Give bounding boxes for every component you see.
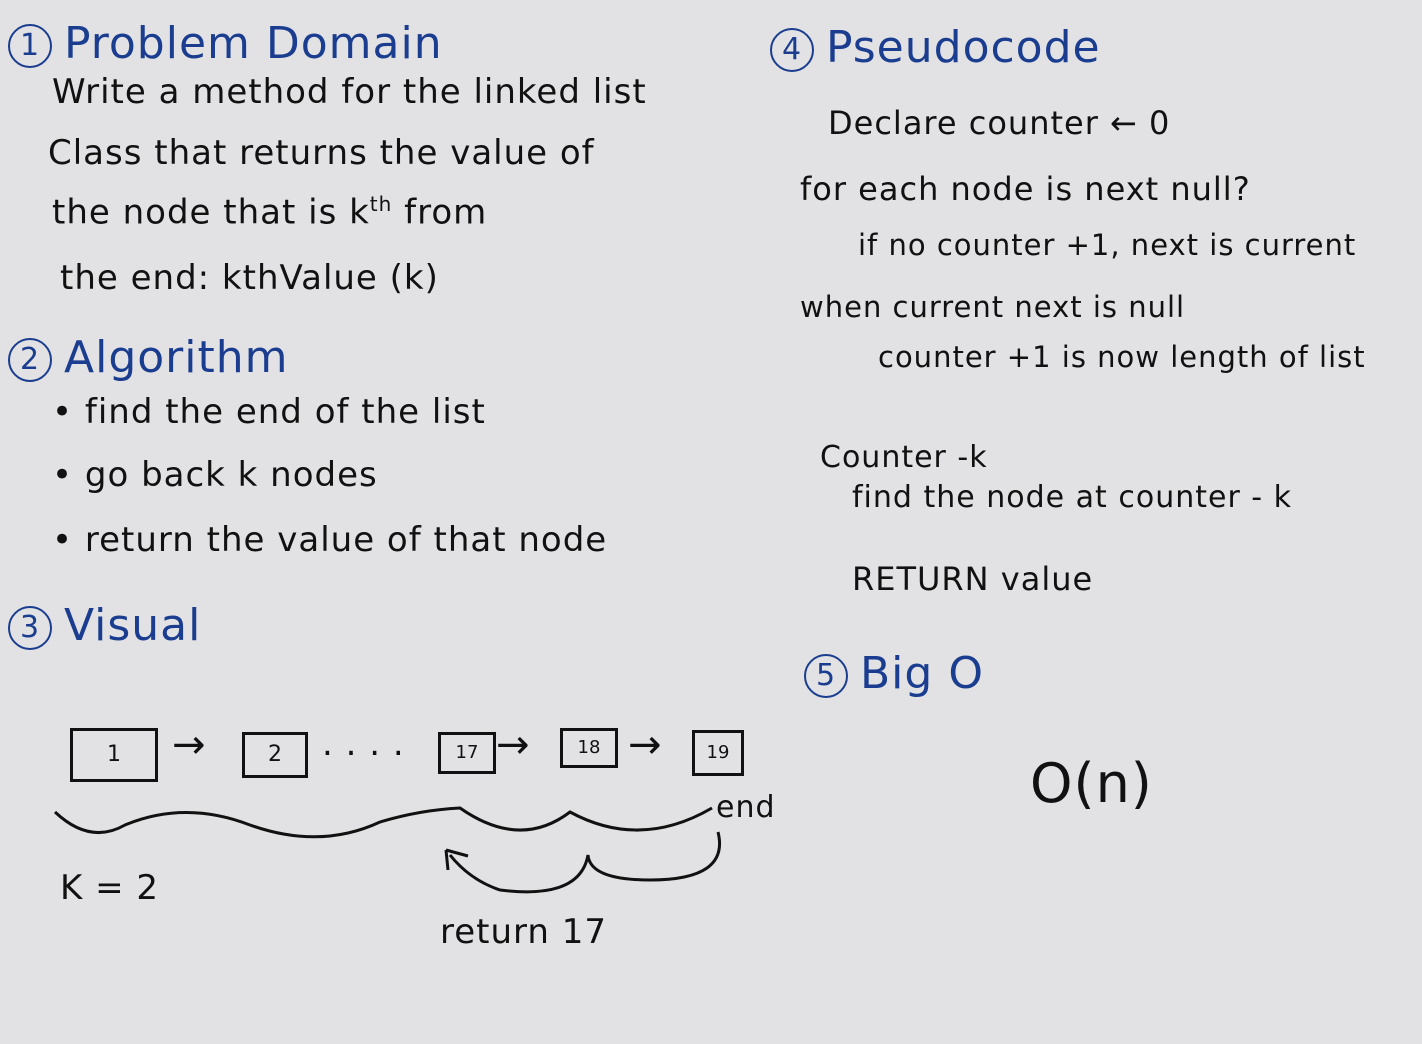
problem-line-2: Class that returns the value of [48, 133, 595, 173]
arrow-icon: → [496, 722, 530, 768]
list-node-19: 19 [692, 730, 744, 776]
list-node-17: 17 [438, 732, 496, 774]
arrow-icon: → [172, 722, 206, 768]
return-arrow-curve [450, 832, 720, 892]
return-arrow-head [446, 850, 468, 870]
k-label: K = 2 [60, 868, 160, 908]
problem-line-3: the node that is $k^{th}$ from [52, 192, 488, 233]
pseudo-line-3: if no counter +1, next is current [858, 228, 1357, 262]
pseudocode-heading [770, 22, 1101, 73]
algorithm-bullet-2: • go back k nodes [52, 455, 378, 495]
big-o-value: O(n) [1030, 752, 1153, 815]
section-title: Problem Domain [64, 18, 443, 69]
problem-line-1: Write a method for the linked list [52, 72, 647, 112]
list-node-2: 2 [242, 732, 308, 778]
problem-line-4: the end: kthValue (k) [60, 258, 439, 298]
return-label: return 17 [440, 912, 608, 952]
pseudo-line-6: Counter -k [820, 440, 988, 475]
section-number: 5 [804, 654, 848, 698]
from-word: from [404, 192, 488, 233]
section-title: Pseudocode [826, 22, 1101, 73]
section-title: Visual [64, 600, 202, 651]
list-node-1: 1 [70, 728, 158, 782]
brace-curve [55, 808, 712, 837]
pseudo-line-7: find the node at counter - k [852, 480, 1293, 515]
ellipsis: . . . . [322, 724, 405, 764]
algorithm-bullet-3: • return the value of that node [52, 520, 607, 560]
pseudo-line-5: counter +1 is now length of list [878, 340, 1366, 374]
superscript-th: th [369, 192, 393, 216]
pseudo-line-8: RETURN value [852, 560, 1094, 598]
section-number: 4 [770, 28, 814, 72]
pseudo-line-1: Declare counter ← 0 [828, 104, 1171, 142]
list-node-18: 18 [560, 728, 618, 768]
section-title: Big O [860, 648, 984, 699]
big-o-heading [804, 648, 984, 699]
pseudo-line-2: for each node is next null? [800, 170, 1251, 208]
arrow-icon: → [628, 722, 662, 768]
algorithm-bullet-1: • find the end of the list [52, 392, 486, 432]
section-number: 1 [8, 24, 52, 68]
section-title: Algorithm [64, 332, 289, 383]
section-number: 3 [8, 606, 52, 650]
end-label: end [716, 790, 776, 825]
section-number: 2 [8, 338, 52, 382]
pseudo-line-4: when current next is null [800, 290, 1186, 324]
